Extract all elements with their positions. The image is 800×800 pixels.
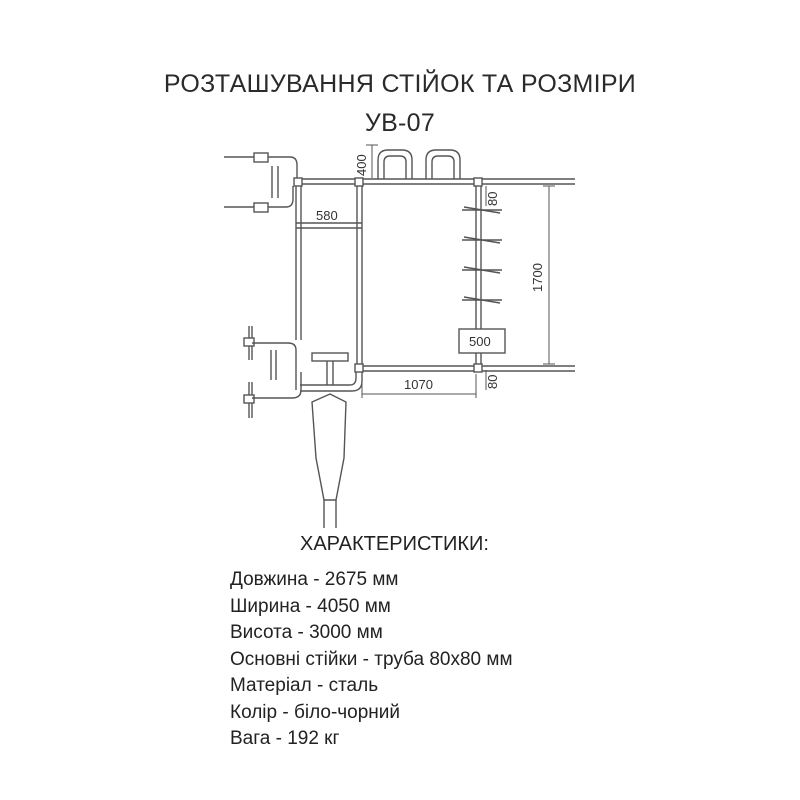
spec-material: Матеріал - сталь bbox=[230, 675, 379, 696]
page-title: РОЗТАШУВАННЯ СТІЙОК ТА РОЗМІРИ bbox=[163, 70, 637, 98]
top-hoops bbox=[378, 150, 460, 179]
dim-80-bottom: 80 bbox=[485, 374, 500, 389]
specs-heading: ХАРАКТЕРИСТИКИ: bbox=[300, 533, 489, 555]
left-top-handles bbox=[224, 153, 297, 212]
model-code: УВ-07 bbox=[364, 109, 436, 137]
spec-width: Ширина - 4050 мм bbox=[230, 595, 391, 617]
spec-weight: Вага - 192 кг bbox=[230, 728, 340, 749]
dim-400: 400 bbox=[354, 154, 369, 176]
specs-list bbox=[230, 567, 513, 753]
spec-color: Колір - біло-чорний bbox=[230, 701, 401, 723]
bottom-frame bbox=[355, 364, 575, 372]
spec-height: Висота - 3000 мм bbox=[230, 622, 383, 643]
dimension-lines bbox=[362, 145, 555, 398]
layout-diagram bbox=[0, 140, 800, 530]
spec-length: Довжина - 2675 мм bbox=[230, 569, 399, 590]
dim-1700: 1700 bbox=[530, 263, 545, 292]
dim-580: 580 bbox=[316, 208, 338, 223]
left-bottom-handles bbox=[244, 326, 301, 418]
spec-posts: Основні стійки - труба 80х80 мм bbox=[230, 648, 513, 670]
dim-500: 500 bbox=[469, 334, 491, 349]
t-bar-foot bbox=[300, 353, 362, 528]
dim-1070: 1070 bbox=[404, 377, 433, 392]
dim-80-top: 80 bbox=[485, 191, 500, 206]
top-frame bbox=[294, 178, 575, 186]
